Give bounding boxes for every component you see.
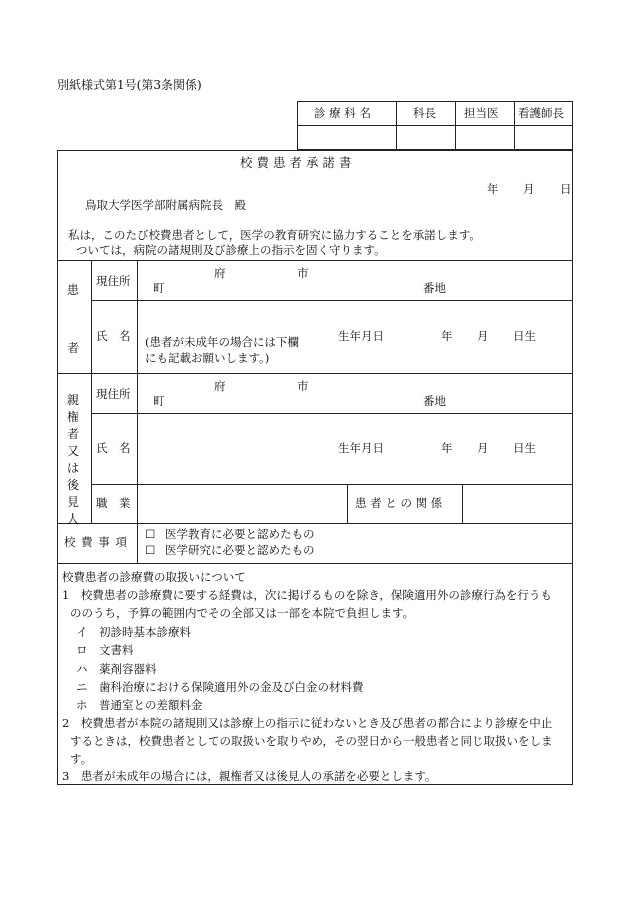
guardian-name-field[interactable] xyxy=(138,414,333,483)
notes-heading: 校費患者の診療費の取扱いについて xyxy=(62,570,246,584)
option-education-label: 医学教育に必要と認めたもの xyxy=(164,527,315,541)
patient-dob-label: 生年月日 xyxy=(338,329,384,343)
guardian-label-char: 親 xyxy=(66,393,79,407)
patient-address-field[interactable] xyxy=(138,261,572,299)
stamp-cell-chief[interactable] xyxy=(397,126,454,149)
col-divider xyxy=(347,484,348,523)
checkbox-icon[interactable]: ☐ xyxy=(145,527,156,541)
statement-line-1: 私は，このたび校費患者として，医学の教育研究に協力することを承諾します。 xyxy=(68,228,481,242)
guardian-name-label: 氏 名 xyxy=(96,441,131,455)
guardian-occupation-label: 職 業 xyxy=(96,496,131,510)
guardian-dob-label: 生年月日 xyxy=(338,441,384,455)
col-divider xyxy=(91,260,92,523)
date-month: 月 xyxy=(523,182,535,196)
option-education[interactable] xyxy=(145,529,314,541)
guardian-label-char: 者 xyxy=(66,427,79,441)
option-research[interactable] xyxy=(145,545,314,557)
stamp-cell-head-nurse[interactable] xyxy=(515,126,572,149)
guardian-town: 町 xyxy=(153,394,165,408)
patient-address-label: 現住所 xyxy=(96,274,131,288)
guardian-city: 市 xyxy=(297,379,309,393)
patient-prefecture: 府 xyxy=(214,266,226,280)
guardian-address-field[interactable] xyxy=(138,374,572,412)
patient-name-field[interactable] xyxy=(138,301,333,331)
patient-dob-month: 月 xyxy=(477,329,489,343)
notes-sub-ho: ホ 普通室との差額料金 xyxy=(76,698,203,712)
header-head-nurse: 看護師長 xyxy=(518,106,564,120)
date-year: 年 xyxy=(487,182,499,196)
notes-sub-i: イ 初診時基本診療料 xyxy=(76,625,191,639)
guardian-relation-label: 患 者 と の 関 係 xyxy=(355,496,443,510)
row-divider xyxy=(57,563,573,564)
form-id: 別紙様式第1号(第3条関係) xyxy=(57,78,202,92)
header-doctor: 担当医 xyxy=(464,106,499,120)
notes-item-2c: す。 xyxy=(70,752,93,766)
guardian-label-char: 後 xyxy=(66,478,79,492)
patient-minor-note-1: (患者が未成年の場合には下欄 xyxy=(145,335,299,349)
notes-item-1a: 1 校費患者の診療費に要する経費は，次に掲げるものを除き，保険適用外の診療行為を行うも xyxy=(62,588,552,602)
patient-label-bottom: 者 xyxy=(67,341,80,355)
patient-name-label: 氏 名 xyxy=(96,329,131,343)
guardian-dob-year: 年 xyxy=(441,441,453,455)
patient-dob-day: 日生 xyxy=(513,329,536,343)
notes-sub-ha: ハ 薬剤容器料 xyxy=(76,662,157,676)
statement-line-2: ついては，病院の諸規則及び診療上の指示を固く守ります。 xyxy=(76,243,386,257)
stamp-cell-doctor[interactable] xyxy=(456,126,513,149)
patient-city: 市 xyxy=(297,266,309,280)
guardian-prefecture: 府 xyxy=(214,379,226,393)
header-department: 診 療 科 名 xyxy=(314,106,371,120)
guardian-label-char: 又 xyxy=(66,444,79,458)
school-expense-label: 校 費 事 項 xyxy=(64,535,128,549)
checkbox-icon[interactable]: ☐ xyxy=(145,543,156,557)
guardian-label-char: 見 xyxy=(66,495,79,509)
notes-sub-ro: ロ 文書料 xyxy=(76,643,134,657)
guardian-banchi: 番地 xyxy=(423,394,446,408)
option-research-label: 医学研究に必要と認めたもの xyxy=(164,543,315,557)
notes-item-1b: ののうち，予算の範囲内でその全部又は一部を本院で負担します。 xyxy=(70,606,415,620)
guardian-dob-day: 日生 xyxy=(513,441,536,455)
form-title: 校 費 患 者 承 諾 書 xyxy=(240,155,352,170)
notes-item-3: 3 患者が未成年の場合には，親権者又は後見人の承諾を必要とします。 xyxy=(62,769,437,783)
header-chief: 科長 xyxy=(413,106,436,120)
guardian-address-label: 現住所 xyxy=(96,387,131,401)
patient-town: 町 xyxy=(153,281,165,295)
stamp-cell-department[interactable] xyxy=(298,126,395,149)
guardian-label-char: は xyxy=(66,461,79,475)
guardian-label-char: 人 xyxy=(66,512,79,526)
guardian-occupation-field[interactable] xyxy=(138,485,346,522)
guardian-relation-field[interactable] xyxy=(463,485,572,522)
guardian-dob-month: 月 xyxy=(477,441,489,455)
date-day: 日 xyxy=(560,182,572,196)
patient-label-top: 患 xyxy=(67,283,80,297)
notes-item-2a: 2 校費患者が本院の諸規則又は診療上の指示に従わないとき及び患者の都合により診療を中止 xyxy=(62,716,553,730)
addressee: 鳥取大学医学部附属病院長 殿 xyxy=(85,198,246,212)
notes-sub-ni: ニ 歯科治療における保険適用外の金及び白金の材料費 xyxy=(76,680,364,694)
patient-minor-note-2: にも記載お願いします。) xyxy=(145,351,270,365)
patient-dob-year: 年 xyxy=(441,329,453,343)
notes-item-2b: するときは，校費患者としての取扱いを取りやめ，その翌日から一般患者と同じ取扱いをしま xyxy=(70,734,553,748)
patient-banchi: 番地 xyxy=(423,281,446,295)
row-divider xyxy=(57,523,573,524)
guardian-label-char: 権 xyxy=(66,410,79,424)
